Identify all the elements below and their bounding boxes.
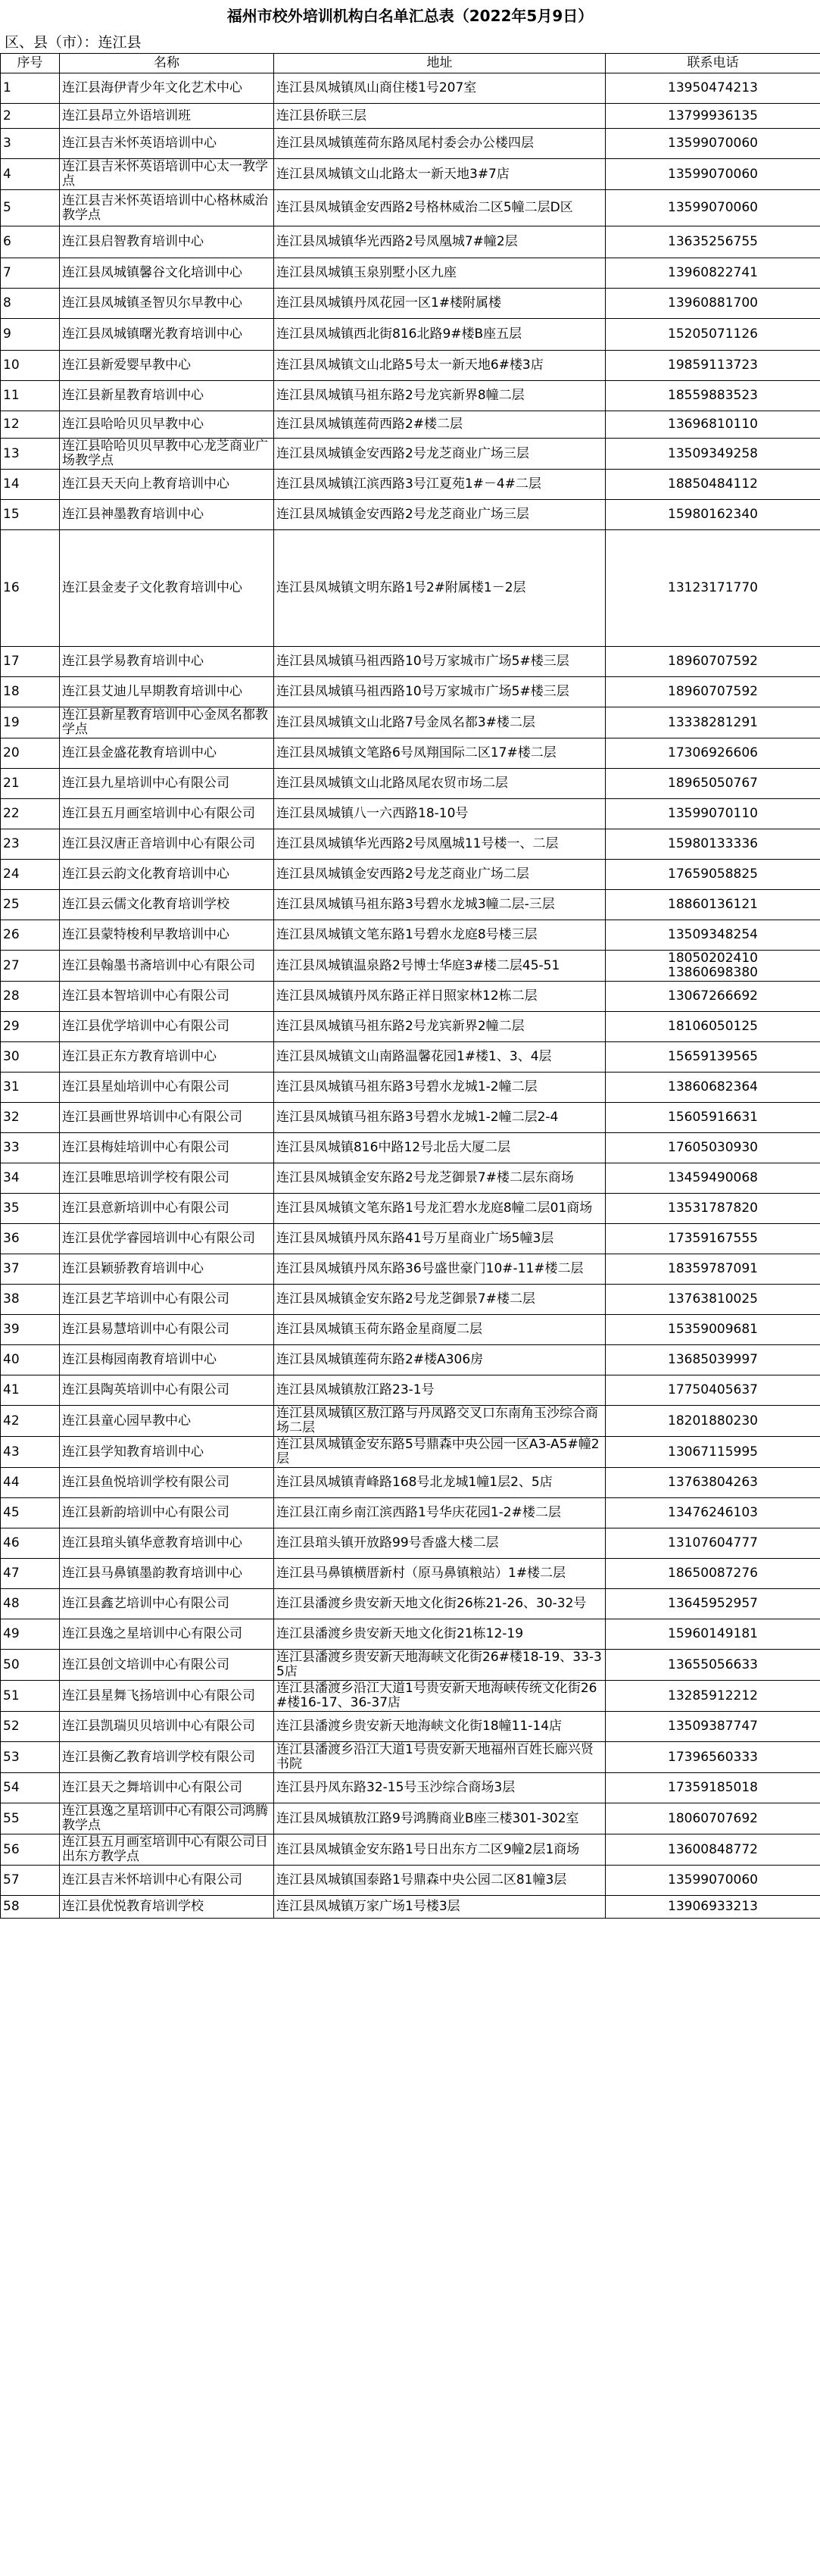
org-name: 连江县学易教育培训中心 (60, 647, 274, 677)
org-phone: 13599070060 (606, 129, 820, 159)
table-row (1, 799, 820, 829)
org-address: 连江县琯头镇开放路99号香盛大楼二层 (274, 1528, 606, 1559)
org-phone: 13338281291 (606, 707, 820, 738)
org-name: 连江县马鼻镇墨韵教育培训中心 (60, 1559, 274, 1589)
org-address: 连江县凤城镇玉荷东路金星商厦二层 (274, 1315, 606, 1345)
row-number: 50 (1, 1650, 60, 1681)
org-phone: 18650087276 (606, 1559, 820, 1589)
row-number: 55 (1, 1803, 60, 1834)
org-phone: 13067115995 (606, 1437, 820, 1468)
org-name: 连江县陶英培训中心有限公司 (60, 1375, 274, 1406)
org-address: 连江县凤城镇金安东路2号龙芝御景7#楼二层东商场 (274, 1163, 606, 1194)
org-address: 连江县凤城镇敖江路23-1号 (274, 1375, 606, 1406)
org-name: 连江县意新培训中心有限公司 (60, 1194, 274, 1224)
table-row (1, 890, 820, 920)
whitelist-table (0, 53, 820, 1919)
org-name: 连江县凯瑞贝贝培训中心有限公司 (60, 1712, 274, 1742)
org-address: 连江县马鼻镇横厝新村（原马鼻镇粮站）1#楼二层 (274, 1559, 606, 1589)
org-phone: 13531787820 (606, 1194, 820, 1224)
row-number: 44 (1, 1468, 60, 1498)
org-name: 连江县吉米怀英语培训中心 (60, 129, 274, 159)
org-phone: 18850484112 (606, 470, 820, 500)
table-row (1, 289, 820, 319)
table-row (1, 73, 820, 104)
org-name: 连江县神墨教育培训中心 (60, 500, 274, 530)
header-address: 地址 (274, 54, 606, 73)
org-phone: 13950474213 (606, 73, 820, 104)
org-phone: 13906933213 (606, 1896, 820, 1919)
table-row (1, 1681, 820, 1712)
org-address: 连江县凤城镇温泉路2号博士华庭3#楼二层45-51 (274, 951, 606, 982)
table-row (1, 1589, 820, 1619)
table-row (1, 1345, 820, 1375)
row-number: 38 (1, 1285, 60, 1315)
row-number: 24 (1, 860, 60, 890)
org-address: 连江县凤城镇马祖东路3号碧水龙城1-2幢二层2-4 (274, 1103, 606, 1133)
row-number: 18 (1, 677, 60, 707)
org-address: 连江县凤城镇文笔东路1号龙汇碧水龙庭8幢二层01商场 (274, 1194, 606, 1224)
table-row (1, 982, 820, 1012)
row-number: 5 (1, 190, 60, 226)
row-number: 15 (1, 500, 60, 530)
table-row (1, 1073, 820, 1103)
table-row (1, 1375, 820, 1406)
table-row (1, 1773, 820, 1803)
org-phone: 15980133336 (606, 829, 820, 860)
document-title: 福州市校外培训机构白名单汇总表（2022年5月9日） (226, 6, 594, 25)
table-row (1, 1437, 820, 1468)
org-name: 连江县新韵培训中心有限公司 (60, 1498, 274, 1528)
row-number: 54 (1, 1773, 60, 1803)
row-number: 53 (1, 1742, 60, 1773)
org-name: 连江县梅园南教育培训中心 (60, 1345, 274, 1375)
table-row (1, 1285, 820, 1315)
row-number: 23 (1, 829, 60, 860)
table-row (1, 1163, 820, 1194)
org-phone: 13107604777 (606, 1528, 820, 1559)
table-row (1, 1528, 820, 1559)
org-phone: 17306926606 (606, 738, 820, 769)
org-phone: 13763810025 (606, 1285, 820, 1315)
org-address: 连江县丹凤东路32-15号玉沙综合商场3层 (274, 1773, 606, 1803)
table-row (1, 769, 820, 799)
header-name: 名称 (60, 54, 274, 73)
org-phone: 17359185018 (606, 1773, 820, 1803)
table-row (1, 1866, 820, 1896)
org-address: 连江县凤城镇马祖东路2号龙宾新界8幢二层 (274, 381, 606, 411)
table-row (1, 738, 820, 769)
org-phone: 13599070060 (606, 190, 820, 226)
table-row (1, 351, 820, 381)
table-row (1, 1468, 820, 1498)
table-row (1, 381, 820, 411)
org-address: 连江县凤城镇文山北路凤尾农贸市场二层 (274, 769, 606, 799)
org-phone: 15960149181 (606, 1619, 820, 1650)
table-row (1, 1498, 820, 1528)
table-row (1, 1194, 820, 1224)
org-name: 连江县金麦子文化教育培训中心 (60, 530, 274, 647)
row-number: 41 (1, 1375, 60, 1406)
header-phone: 联系电话 (606, 54, 820, 73)
org-name: 连江县新爱婴早教中心 (60, 351, 274, 381)
org-address: 连江县凤城镇莲荷东路2#楼A306房 (274, 1345, 606, 1375)
org-address: 连江县凤城镇马祖东路3号碧水龙城3幢二层-三层 (274, 890, 606, 920)
table-row (1, 439, 820, 470)
row-number: 40 (1, 1345, 60, 1375)
row-number: 58 (1, 1896, 60, 1919)
org-name: 连江县天天向上教育培训中心 (60, 470, 274, 500)
org-address: 连江县凤城镇文山北路7号金凤名都3#楼二层 (274, 707, 606, 738)
org-phone: 13655056633 (606, 1650, 820, 1681)
org-address: 连江县凤城镇莲荷东路凤尾村委会办公楼四层 (274, 129, 606, 159)
org-name: 连江县翰墨书斋培训中心有限公司 (60, 951, 274, 982)
row-number: 10 (1, 351, 60, 381)
header-no: 序号 (1, 54, 60, 73)
org-address: 连江县凤城镇文明东路1号2#附属楼1－2层 (274, 530, 606, 647)
org-phone: 13599070060 (606, 1866, 820, 1896)
org-name: 连江县鱼悦培训学校有限公司 (60, 1468, 274, 1498)
row-number: 8 (1, 289, 60, 319)
table-row (1, 411, 820, 439)
org-address: 连江县凤城镇凤山商住楼1号207室 (274, 73, 606, 104)
org-phone: 13763804263 (606, 1468, 820, 1498)
org-address: 连江县凤城镇华光西路2号凤凰城7#幢2层 (274, 226, 606, 258)
org-address: 连江县凤城镇马祖西路10号万家城市广场5#楼三层 (274, 677, 606, 707)
org-address: 连江县潘渡乡贵安新天地文化街21栋12-19 (274, 1619, 606, 1650)
table-row (1, 1650, 820, 1681)
org-address: 连江县江南乡南江滨西路1号华庆花园1-2#楼二层 (274, 1498, 606, 1528)
table-row (1, 319, 820, 351)
org-address: 连江县凤城镇文山南路温馨花园1#楼1、3、4层 (274, 1042, 606, 1073)
org-name: 连江县衡乙教育培训学校有限公司 (60, 1742, 274, 1773)
org-phone: 13067266692 (606, 982, 820, 1012)
table-row (1, 1619, 820, 1650)
org-phone: 13960822741 (606, 258, 820, 289)
org-phone: 13860682364 (606, 1073, 820, 1103)
org-address: 连江县凤城镇西北街816北路9#楼B座五层 (274, 319, 606, 351)
org-phone: 13509349258 (606, 439, 820, 470)
org-phone: 13509348254 (606, 920, 820, 951)
org-phone: 18050202410 13860698380 (606, 951, 820, 982)
org-address: 连江县凤城镇金安西路2号龙芝商业广场三层 (274, 439, 606, 470)
org-address: 连江县凤城镇马祖西路10号万家城市广场5#楼三层 (274, 647, 606, 677)
org-name: 连江县云韵文化教育培训中心 (60, 860, 274, 890)
table-row (1, 829, 820, 860)
org-phone: 19859113723 (606, 351, 820, 381)
org-address: 连江县凤城镇马祖东路2号龙宾新界2幢二层 (274, 1012, 606, 1042)
org-address: 连江县凤城镇文笔东路1号碧水龙庭8号楼三层 (274, 920, 606, 951)
org-name: 连江县星灿培训中心有限公司 (60, 1073, 274, 1103)
row-number: 28 (1, 982, 60, 1012)
org-name: 连江县蒙特梭利早教培训中心 (60, 920, 274, 951)
row-number: 31 (1, 1073, 60, 1103)
org-phone: 17396560333 (606, 1742, 820, 1773)
org-name: 连江县创文培训中心有限公司 (60, 1650, 274, 1681)
row-number: 42 (1, 1406, 60, 1437)
row-number: 21 (1, 769, 60, 799)
org-address: 连江县潘渡乡沿江大道1号贵安新天地福州百姓长廊兴贤书院 (274, 1742, 606, 1773)
org-phone: 18201880230 (606, 1406, 820, 1437)
org-address: 连江县凤城镇莲荷西路2#楼二层 (274, 411, 606, 439)
table-row (1, 1042, 820, 1073)
table-row (1, 226, 820, 258)
row-number: 16 (1, 530, 60, 647)
org-phone: 18060707692 (606, 1803, 820, 1834)
row-number: 49 (1, 1619, 60, 1650)
row-number: 12 (1, 411, 60, 439)
row-number: 13 (1, 439, 60, 470)
org-address: 连江县凤城镇敖江路9号鸿腾商业B座三楼301-302室 (274, 1803, 606, 1834)
row-number: 3 (1, 129, 60, 159)
org-phone: 13459490068 (606, 1163, 820, 1194)
org-address: 连江县凤城镇华光西路2号凤凰城11号楼一、二层 (274, 829, 606, 860)
org-address: 连江县凤城镇金安东路2号龙芝御景7#楼二层 (274, 1285, 606, 1315)
org-name: 连江县哈哈贝贝早教中心龙芝商业广场教学点 (60, 439, 274, 470)
row-number: 33 (1, 1133, 60, 1163)
org-name: 连江县九星培训中心有限公司 (60, 769, 274, 799)
row-number: 1 (1, 73, 60, 104)
row-number: 37 (1, 1254, 60, 1285)
org-name: 连江县优学睿园培训中心有限公司 (60, 1224, 274, 1254)
row-number: 2 (1, 104, 60, 129)
row-number: 26 (1, 920, 60, 951)
table-row (1, 1742, 820, 1773)
row-number: 4 (1, 159, 60, 190)
row-number: 17 (1, 647, 60, 677)
org-address: 连江县凤城镇丹凤东路36号盛世豪门10#-11#楼二层 (274, 1254, 606, 1285)
org-phone: 13123171770 (606, 530, 820, 647)
org-phone: 15659139565 (606, 1042, 820, 1073)
org-name: 连江县启智教育培训中心 (60, 226, 274, 258)
row-number: 35 (1, 1194, 60, 1224)
org-address: 连江县凤城镇丹凤东路正祥日照家林12栋二层 (274, 982, 606, 1012)
row-number: 6 (1, 226, 60, 258)
table-row (1, 159, 820, 190)
org-name: 连江县易慧培训中心有限公司 (60, 1315, 274, 1345)
org-phone: 17605030930 (606, 1133, 820, 1163)
org-address: 连江县凤城镇丹凤花园一区1#楼附属楼 (274, 289, 606, 319)
org-phone: 18960707592 (606, 647, 820, 677)
org-address: 连江县潘渡乡贵安新天地文化街26栋21-26、30-32号 (274, 1589, 606, 1619)
org-address: 连江县凤城镇万家广场1号楼3层 (274, 1896, 606, 1919)
org-address: 连江县凤城镇玉泉别墅小区九座 (274, 258, 606, 289)
table-row (1, 470, 820, 500)
org-name: 连江县凤城镇馨谷文化培训中心 (60, 258, 274, 289)
table-row (1, 1103, 820, 1133)
org-name: 连江县童心园早教中心 (60, 1406, 274, 1437)
org-phone: 13599070110 (606, 799, 820, 829)
org-name: 连江县吉米怀英语培训中心太一教学点 (60, 159, 274, 190)
org-phone: 18106050125 (606, 1012, 820, 1042)
org-phone: 18965050767 (606, 769, 820, 799)
row-number: 47 (1, 1559, 60, 1589)
org-address: 连江县凤城镇马祖东路3号碧水龙城1-2幢二层 (274, 1073, 606, 1103)
table-row (1, 1133, 820, 1163)
org-name: 连江县学知教育培训中心 (60, 1437, 274, 1468)
org-name: 连江县哈哈贝贝早教中心 (60, 411, 274, 439)
row-number: 14 (1, 470, 60, 500)
table-row (1, 920, 820, 951)
org-address: 连江县凤城镇金安西路2号龙芝商业广场二层 (274, 860, 606, 890)
row-number: 43 (1, 1437, 60, 1468)
org-phone: 13599070060 (606, 159, 820, 190)
org-name: 连江县星舞飞扬培训中心有限公司 (60, 1681, 274, 1712)
org-address: 连江县凤城镇金安西路2号龙芝商业广场三层 (274, 500, 606, 530)
org-name: 连江县逸之星培训中心有限公司 (60, 1619, 274, 1650)
org-address: 连江县凤城镇金安东路1号日出东方二区9幢2层1商场 (274, 1834, 606, 1866)
row-number: 56 (1, 1834, 60, 1866)
org-phone: 13285912212 (606, 1681, 820, 1712)
row-number: 29 (1, 1012, 60, 1042)
org-name: 连江县新星教育培训中心 (60, 381, 274, 411)
org-address: 连江县凤城镇金安东路5号鼎森中央公园一区A3-A5#幢2层 (274, 1437, 606, 1468)
org-phone: 15605916631 (606, 1103, 820, 1133)
row-number: 46 (1, 1528, 60, 1559)
org-address: 连江县凤城镇青峰路168号北龙城1幢1层2、5店 (274, 1468, 606, 1498)
org-phone: 15359009681 (606, 1315, 820, 1345)
org-name: 连江县正东方教育培训中心 (60, 1042, 274, 1073)
row-number: 30 (1, 1042, 60, 1073)
row-number: 11 (1, 381, 60, 411)
org-name: 连江县五月画室培训中心有限公司日出东方教学点 (60, 1834, 274, 1866)
org-phone: 18359787091 (606, 1254, 820, 1285)
org-name: 连江县本智培训中心有限公司 (60, 982, 274, 1012)
org-phone: 18860136121 (606, 890, 820, 920)
table-row (1, 129, 820, 159)
org-address: 连江县凤城镇文笔路6号凤翔国际二区17#楼二层 (274, 738, 606, 769)
row-number: 19 (1, 707, 60, 738)
org-name: 连江县天之舞培训中心有限公司 (60, 1773, 274, 1803)
org-name: 连江县画世界培训中心有限公司 (60, 1103, 274, 1133)
org-address: 连江县凤城镇丹凤东路41号万星商业广场5幢3层 (274, 1224, 606, 1254)
org-address: 连江县凤城镇文山北路太一新天地3#7店 (274, 159, 606, 190)
org-phone: 17750405637 (606, 1375, 820, 1406)
org-name: 连江县金盛花教育培训中心 (60, 738, 274, 769)
org-name: 连江县颖骄教育培训中心 (60, 1254, 274, 1285)
row-number: 45 (1, 1498, 60, 1528)
org-name: 连江县凤城镇圣智贝尔早教中心 (60, 289, 274, 319)
org-address: 连江县凤城镇国泰路1号鼎森中央公园二区81幢3层 (274, 1866, 606, 1896)
region-label: 区、县（市）：连江县 (5, 33, 142, 51)
org-name: 连江县逸之星培训中心有限公司鸿腾教学点 (60, 1803, 274, 1834)
org-address: 连江县凤城镇金安西路2号格林威治二区5幢二层D区 (274, 190, 606, 226)
org-phone: 18559883523 (606, 381, 820, 411)
row-number: 7 (1, 258, 60, 289)
row-number: 9 (1, 319, 60, 351)
row-number: 39 (1, 1315, 60, 1345)
org-phone: 13696810110 (606, 411, 820, 439)
row-number: 36 (1, 1224, 60, 1254)
org-phone: 13600848772 (606, 1834, 820, 1866)
table-header-row (1, 54, 820, 73)
table-row (1, 530, 820, 647)
org-phone: 15205071126 (606, 319, 820, 351)
table-row (1, 860, 820, 890)
org-address: 连江县凤城镇八一六西路18-10号 (274, 799, 606, 829)
table-row (1, 1254, 820, 1285)
row-number: 27 (1, 951, 60, 982)
table-row (1, 707, 820, 738)
org-name: 连江县云儒文化教育培训学校 (60, 890, 274, 920)
org-name: 连江县吉米怀英语培训中心格林威治教学点 (60, 190, 274, 226)
org-name: 连江县艾迪儿早期教育培训中心 (60, 677, 274, 707)
table-row (1, 951, 820, 982)
org-name: 连江县琯头镇华意教育培训中心 (60, 1528, 274, 1559)
org-name: 连江县昂立外语培训班 (60, 104, 274, 129)
org-address: 连江县凤城镇文山北路5号太一新天地6#楼3店 (274, 351, 606, 381)
org-name: 连江县五月画室培训中心有限公司 (60, 799, 274, 829)
org-phone: 13960881700 (606, 289, 820, 319)
org-name: 连江县艺芊培训中心有限公司 (60, 1285, 274, 1315)
row-number: 34 (1, 1163, 60, 1194)
org-address: 连江县潘渡乡贵安新天地海峡文化街26#楼18-19、33-35店 (274, 1650, 606, 1681)
org-name: 连江县梅娃培训中心有限公司 (60, 1133, 274, 1163)
table-row (1, 1012, 820, 1042)
org-name: 连江县吉米怀培训中心有限公司 (60, 1866, 274, 1896)
org-phone: 13509387747 (606, 1712, 820, 1742)
row-number: 20 (1, 738, 60, 769)
table-row (1, 1834, 820, 1866)
org-address: 连江县凤城镇区敖江路与丹凤路交叉口东南角玉沙综合商场二层 (274, 1406, 606, 1437)
org-phone: 13685039997 (606, 1345, 820, 1375)
org-name: 连江县优学培训中心有限公司 (60, 1012, 274, 1042)
row-number: 52 (1, 1712, 60, 1742)
org-name: 连江县鑫艺培训中心有限公司 (60, 1589, 274, 1619)
org-phone: 13799936135 (606, 104, 820, 129)
org-address: 连江县潘渡乡沿江大道1号贵安新天地海峡传统文化街26#楼16-17、36-37店 (274, 1681, 606, 1712)
table-row (1, 1559, 820, 1589)
table-row (1, 1803, 820, 1834)
org-phone: 17659058825 (606, 860, 820, 890)
org-address: 连江县侨联三层 (274, 104, 606, 129)
org-name: 连江县新星教育培训中心金凤名都教学点 (60, 707, 274, 738)
org-name: 连江县优悦教育培训学校 (60, 1896, 274, 1919)
table-row (1, 1315, 820, 1345)
org-phone: 13635256755 (606, 226, 820, 258)
org-name: 连江县唯思培训学校有限公司 (60, 1163, 274, 1194)
row-number: 57 (1, 1866, 60, 1896)
row-number: 51 (1, 1681, 60, 1712)
table-row (1, 258, 820, 289)
table-row (1, 1712, 820, 1742)
table-row (1, 190, 820, 226)
org-phone: 18960707592 (606, 677, 820, 707)
table-row (1, 1224, 820, 1254)
row-number: 32 (1, 1103, 60, 1133)
table-row (1, 1896, 820, 1919)
org-name: 连江县汉唐正音培训中心有限公司 (60, 829, 274, 860)
table-row (1, 677, 820, 707)
org-phone: 13645952957 (606, 1589, 820, 1619)
org-phone: 17359167555 (606, 1224, 820, 1254)
row-number: 25 (1, 890, 60, 920)
org-address: 连江县潘渡乡贵安新天地海峡文化街18幢11-14店 (274, 1712, 606, 1742)
org-name: 连江县凤城镇曙光教育培训中心 (60, 319, 274, 351)
table-row (1, 500, 820, 530)
row-number: 22 (1, 799, 60, 829)
table-row (1, 104, 820, 129)
row-number: 48 (1, 1589, 60, 1619)
org-phone: 13476246103 (606, 1498, 820, 1528)
table-row (1, 1406, 820, 1437)
org-name: 连江县海伊青少年文化艺术中心 (60, 73, 274, 104)
org-address: 连江县凤城镇江滨西路3号江夏苑1#－4#二层 (274, 470, 606, 500)
org-phone: 15980162340 (606, 500, 820, 530)
table-row (1, 647, 820, 677)
org-address: 连江县凤城镇816中路12号北岳大厦二层 (274, 1133, 606, 1163)
